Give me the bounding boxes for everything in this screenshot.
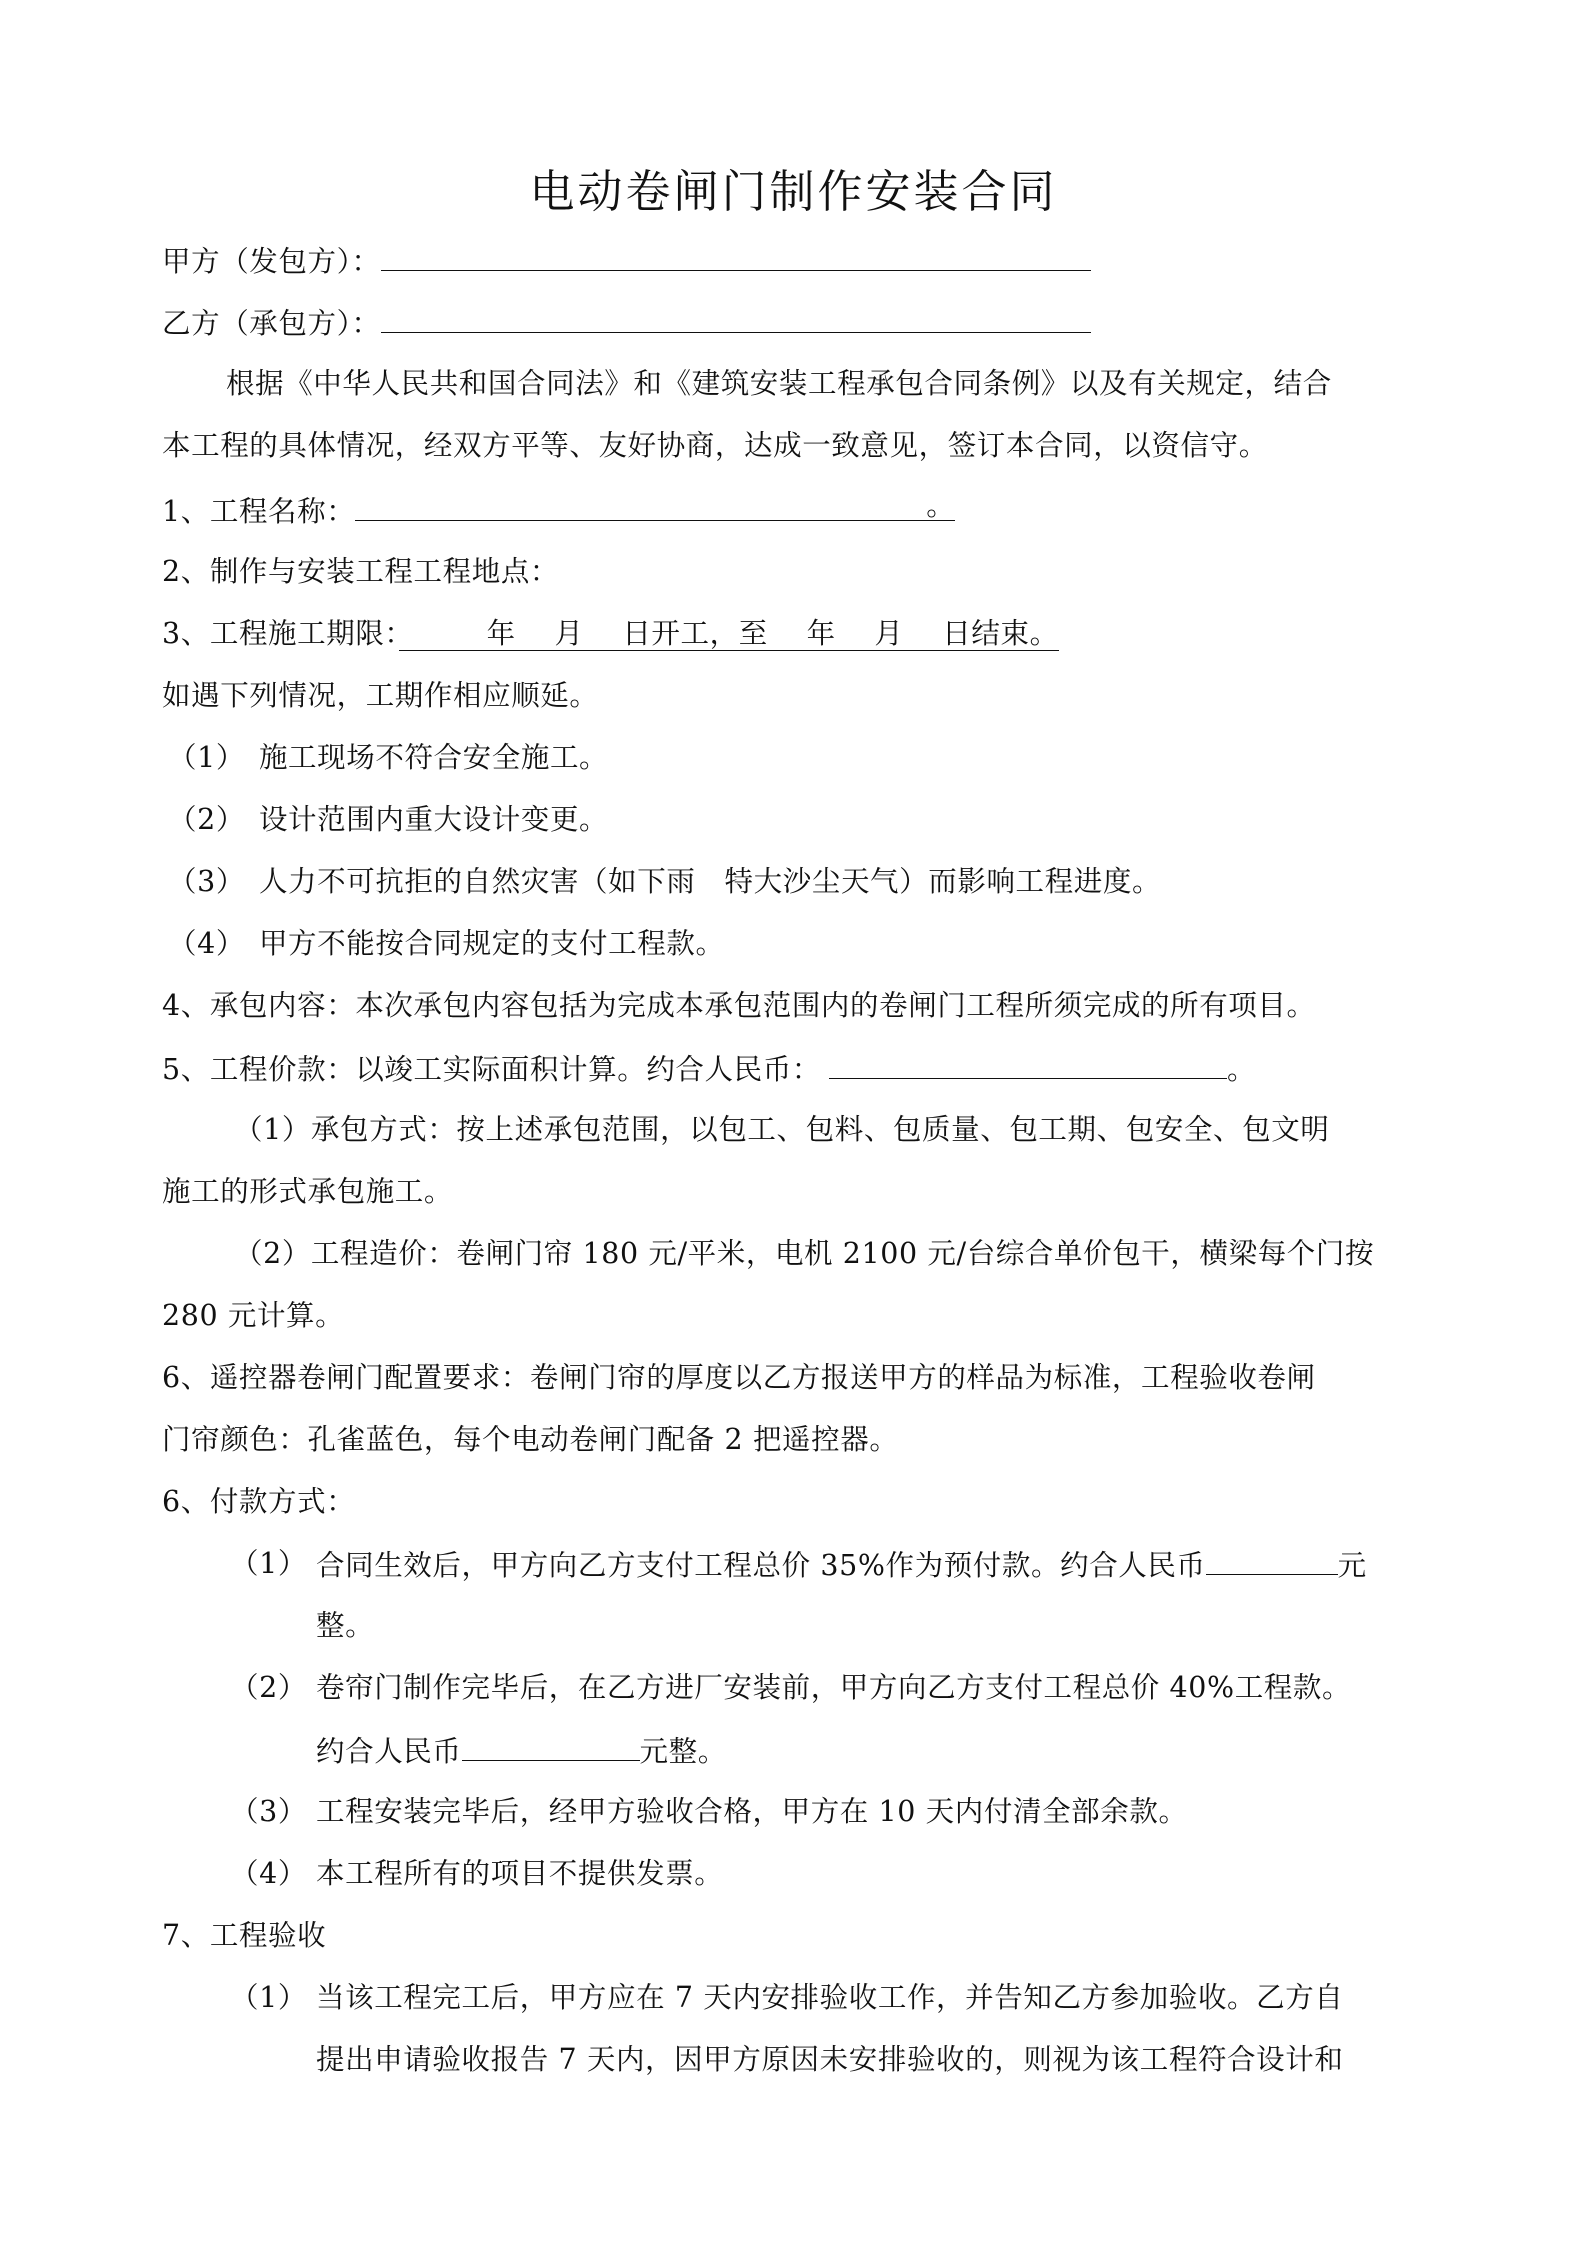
item-1 (162, 490, 955, 530)
pay-1-num: （1） (230, 1547, 307, 1580)
pay-2-end: 元整。 (639, 1735, 727, 1768)
delay-num: （3） (168, 865, 245, 898)
project-name-blank[interactable] (355, 490, 955, 521)
item-6a-line-1: 6、遥控器卷闸门配置要求：卷闸门帘的厚度以乙方报送甲方的样品为标准，工程验收卷闸 (162, 1361, 1316, 1394)
pay-2-line-1: 卷帘门制作完毕后，在乙方进厂安装前，甲方向乙方支付工程总价 40%工程款。 (316, 1671, 1352, 1704)
contract-price-blank[interactable] (829, 1048, 1227, 1079)
pay-4-num: （4） (230, 1857, 307, 1890)
prepayment-blank[interactable] (1206, 1544, 1338, 1575)
delay-num: （4） (168, 927, 245, 960)
item-6b: 6、付款方式： (162, 1485, 356, 1518)
item-5-end: 。 (1226, 1053, 1257, 1086)
pay-1-text: 合同生效后，甲方向乙方支付工程总价 35%作为预付款。约合人民币 (316, 1549, 1206, 1582)
item-4: 4、承包内容：本次承包内容包括为完成本承包范围内的卷闸门工程所须完成的所有项目。 (162, 989, 1316, 1022)
party-b-line (162, 302, 1091, 342)
intro-line-2: 本工程的具体情况，经双方平等、友好协商，达成一致意见，签订本合同，以资信守。 (162, 429, 1268, 462)
pay-3-num: （3） (230, 1795, 307, 1828)
party-b-blank[interactable] (381, 302, 1091, 333)
sub-1-line-2: 施工的形式承包施工。 (162, 1175, 454, 1208)
party-a-line (162, 240, 1091, 280)
pay-1-line-1 (316, 1544, 1367, 1584)
delay-text: 设计范围内重大设计变更。 (258, 803, 609, 836)
delay-text: 施工现场不符合安全施工。 (258, 741, 609, 774)
item-7: 7、工程验收 (162, 1919, 327, 1952)
intro-line-1: 根据《中华人民共和国合同法》和《建筑安装工程承包合同条例》以及有关规定，结合 (226, 367, 1332, 400)
pay-2-num: （2） (230, 1671, 307, 1704)
delay-text: 人力不可抗拒的自然灾害（如下雨 特大沙尘天气）而影响工程进度。 (258, 865, 1162, 898)
pay-4-line-1: 本工程所有的项目不提供发票。 (316, 1857, 724, 1890)
sub-1-line-1: （1）承包方式：按上述承包范围，以包工、包料、包质量、包工期、包安全、包文明 (234, 1113, 1330, 1146)
construction-period-blank[interactable]: 年 月 日开工，至 年 月 日结束。 (399, 617, 1059, 650)
party-a-label: 甲方（发包方）： (162, 245, 381, 278)
pay-1-end: 元 (1337, 1549, 1367, 1582)
pay-1-line-2: 整。 (316, 1609, 375, 1642)
delay-num: （1） (168, 741, 245, 774)
delay-item-1 (168, 738, 608, 778)
sub-2-line-1: （2）工程造价：卷闸门帘 180 元/平米，电机 2100 元/台综合单价包干，横梁每个门按 (234, 1237, 1375, 1270)
party-a-blank[interactable] (381, 240, 1091, 271)
delay-text: 甲方不能按合同规定的支付工程款。 (258, 927, 725, 960)
acc-1-line-2: 提出申请验收报告 7 天内，因甲方原因未安排验收的，则视为该工程符合设计和 (316, 2043, 1344, 2076)
item-3-label: 3、工程施工期限： (162, 617, 400, 650)
item-1-label: 1、工程名称： (162, 495, 356, 528)
party-b-label: 乙方（承包方）： (162, 307, 381, 340)
acc-1-num: （1） (230, 1981, 307, 2014)
page-title: 电动卷闸门制作安装合同 (529, 165, 1058, 218)
delay-item-2 (168, 800, 608, 840)
item-5-label: 5、工程价款：以竣工实际面积计算。约合人民币： (162, 1053, 821, 1086)
item-5 (162, 1048, 1256, 1088)
item-3 (162, 614, 1059, 654)
sub-2-line-2: 280 元计算。 (162, 1299, 345, 1332)
item-6a-line-2: 门帘颜色：孔雀蓝色，每个电动卷闸门配备 2 把遥控器。 (162, 1423, 899, 1456)
item-2: 2、制作与安装工程工程地点： (162, 555, 560, 588)
delay-intro: 如遇下列情况，工期作相应顺延。 (162, 679, 599, 712)
item-1-end: 。 (926, 489, 956, 522)
pay-2-line-2 (316, 1730, 727, 1770)
progress-payment-blank[interactable] (462, 1730, 640, 1761)
delay-num: （2） (168, 803, 245, 836)
pay-2-text: 约合人民币 (316, 1735, 462, 1768)
delay-item-4 (168, 924, 725, 964)
pay-3-line-1: 工程安装完毕后，经甲方验收合格，甲方在 10 天内付清全部余款。 (316, 1795, 1188, 1828)
delay-item-3 (168, 862, 1161, 902)
acc-1-line-1: 当该工程完工后，甲方应在 7 天内安排验收工作，并告知乙方参加验收。乙方自 (316, 1981, 1344, 2014)
